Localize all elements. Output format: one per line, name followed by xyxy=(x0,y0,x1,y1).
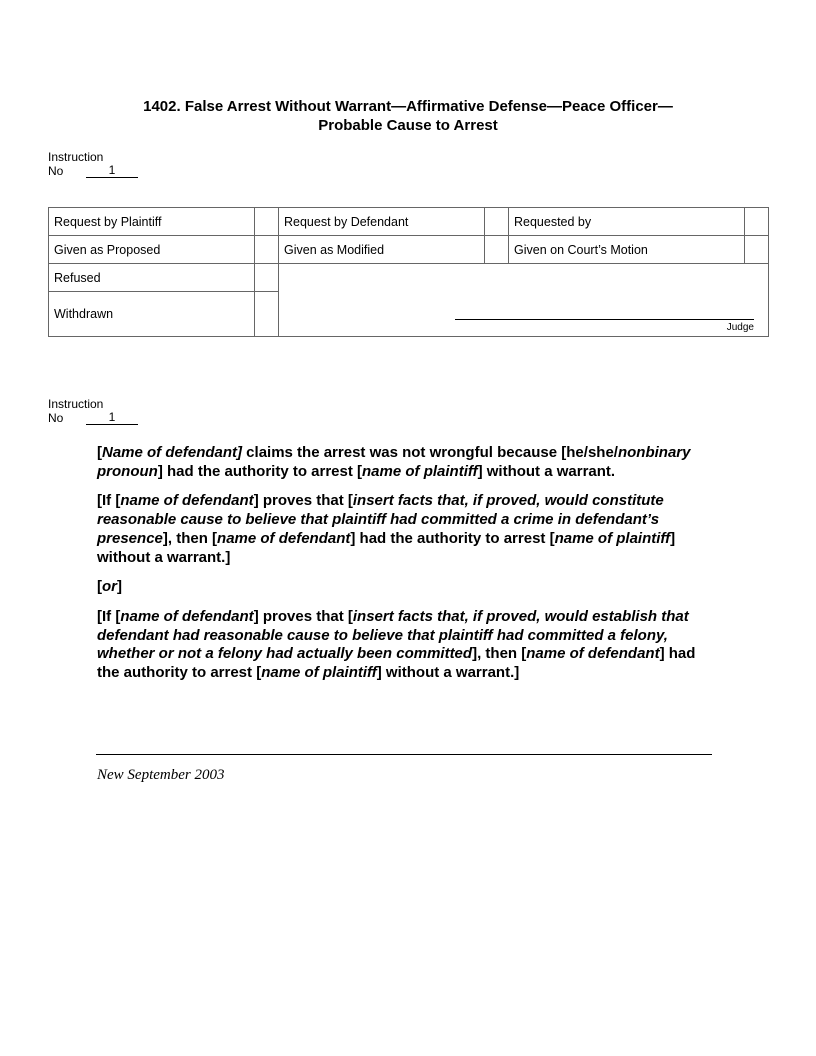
judge-signature-area[interactable] xyxy=(279,264,769,337)
requested-by-label: Requested by xyxy=(509,208,745,236)
paragraph-or: [or] xyxy=(97,578,122,596)
revision-footer: New September 2003 xyxy=(97,767,225,783)
title-line-2: Probable Cause to Arrest xyxy=(318,117,498,134)
paragraph-option-crime-in-presence: [If [name of defendant] proves that [insert facts that, if proved, would constitute reasonable cause to believe that plaintiff had committed a crime in defendant’s presence], then [name of defendant] had the authority to arrest [name of plaintiff] without a warrant.] xyxy=(97,492,676,566)
given-as-proposed-box[interactable] xyxy=(255,236,279,264)
requested-by-box[interactable] xyxy=(745,208,769,236)
given-as-proposed-label: Given as Proposed xyxy=(49,236,255,264)
judge-label: Judge xyxy=(726,322,754,333)
instruction-no-value: 1 xyxy=(86,411,138,425)
given-on-courts-motion-box[interactable] xyxy=(745,236,769,264)
instruction-no-label: No xyxy=(48,411,64,425)
instruction-body xyxy=(97,444,722,694)
refused-label: Refused xyxy=(49,264,255,292)
request-by-plaintiff-label: Request by Plaintiff xyxy=(49,208,255,236)
instruction-number-top xyxy=(48,150,138,178)
withdrawn-box[interactable] xyxy=(255,292,279,337)
instruction-label: Instruction xyxy=(48,397,104,411)
request-by-plaintiff-box[interactable] xyxy=(255,208,279,236)
paragraph-option-felony: [If [name of defendant] proves that [insert facts that, if proved, would establish that defendant had reasonable cause to believe that plaintiff had committed a felony, whether or not a felony had actually been committed], then [name of defendant] had the authority to arrest [name of plaintiff] without a warrant.] xyxy=(97,607,696,682)
given-as-modified-box[interactable] xyxy=(485,236,509,264)
given-as-modified-label: Given as Modified xyxy=(279,236,485,264)
instruction-label: Instruction xyxy=(48,150,104,164)
request-by-defendant-box[interactable] xyxy=(485,208,509,236)
instruction-no-label: No xyxy=(48,164,64,178)
instruction-number-bottom xyxy=(48,397,138,425)
instruction-no-value: 1 xyxy=(86,164,138,178)
paragraph-claim: [Name of defendant] claims the arrest was not wrongful because [he/she/nonbinary pronoun] had the authority to arrest [name of plaintiff] without a warrant. xyxy=(97,444,691,480)
title-line-1: 1402. False Arrest Without Warrant—Affirmative Defense—Peace Officer— xyxy=(143,98,673,115)
refused-box[interactable] xyxy=(255,264,279,292)
request-status-table xyxy=(48,207,769,337)
given-on-courts-motion-label: Given on Court’s Motion xyxy=(509,236,745,264)
request-by-defendant-label: Request by Defendant xyxy=(279,208,485,236)
withdrawn-label: Withdrawn xyxy=(49,292,255,337)
page-title xyxy=(0,97,816,135)
divider-line xyxy=(96,754,712,755)
judge-signature-line xyxy=(455,319,754,320)
